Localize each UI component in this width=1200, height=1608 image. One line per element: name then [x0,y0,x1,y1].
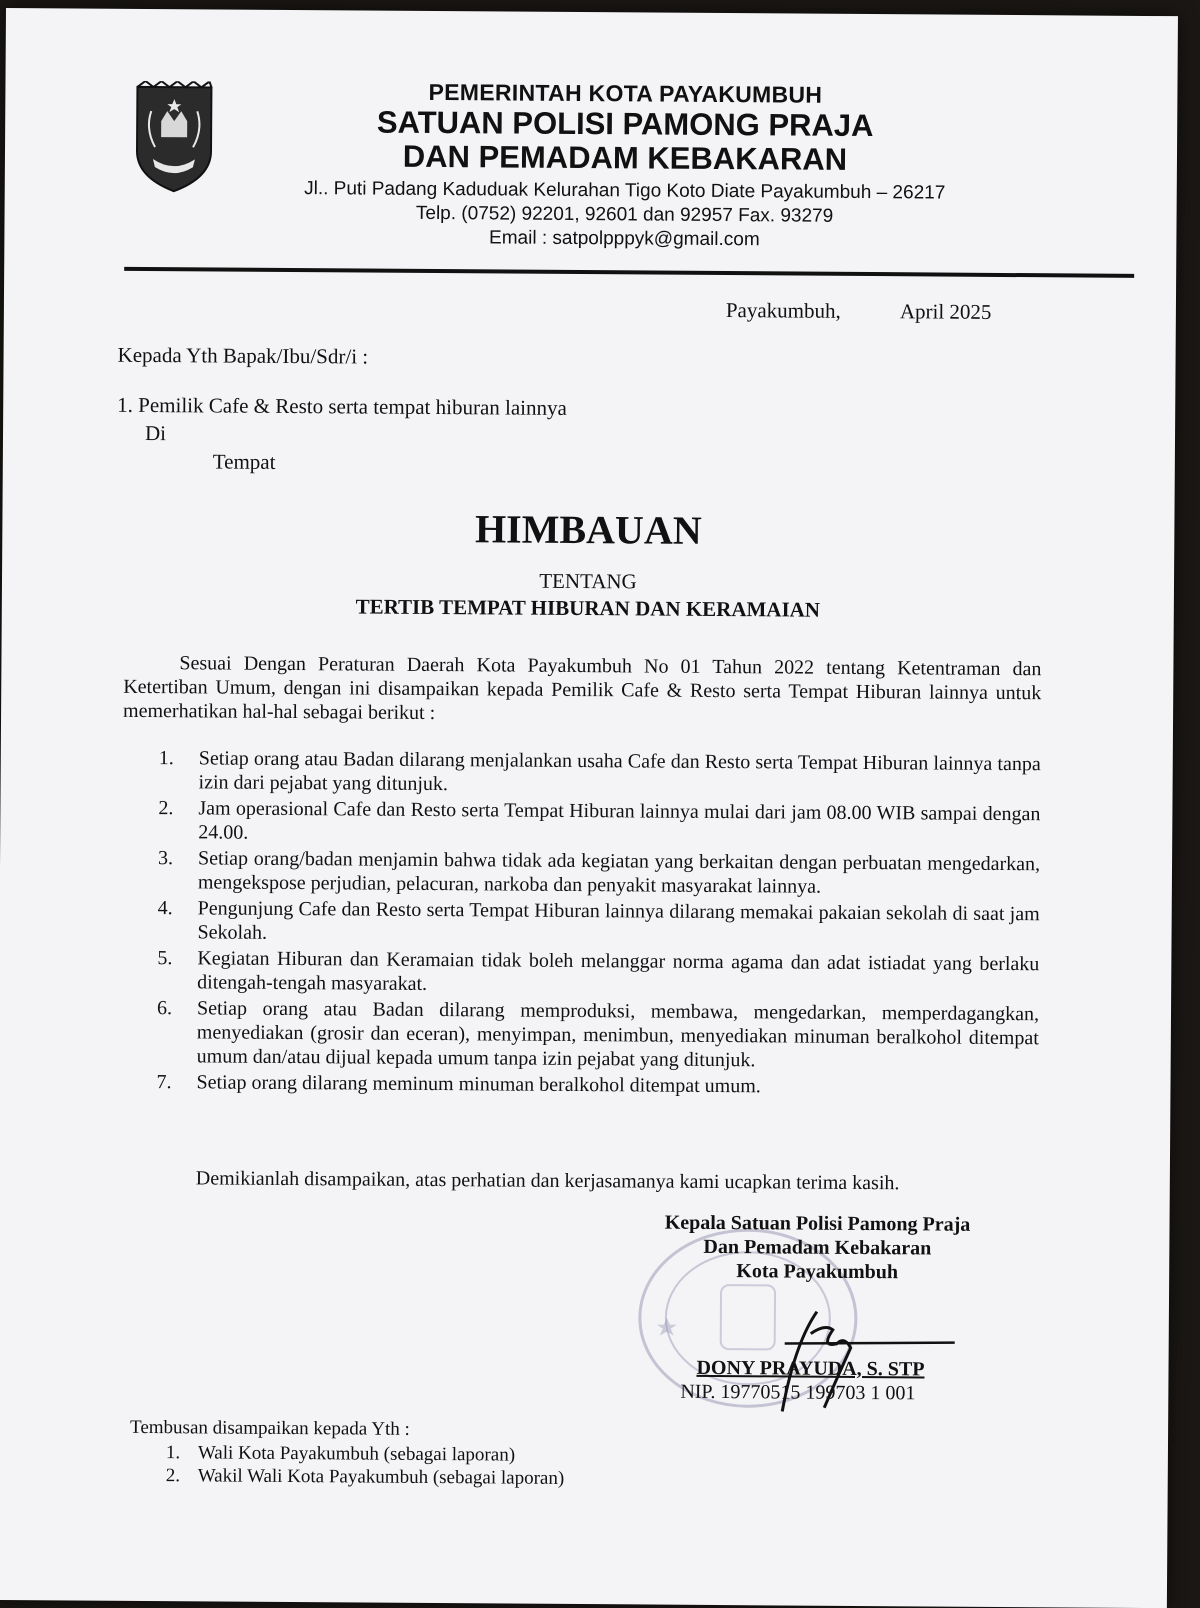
document-title: HIMBAUAN [474,506,702,553]
list-number: 1. [165,1442,181,1464]
list-number: 5. [157,947,173,970]
list-number: 6. [156,997,173,1020]
document-tentang: TENTANG [539,568,637,594]
list-number: 7. [156,1071,172,1094]
list-text: Wali Kota Payakumbuh (sebagai laporan) [197,1442,516,1466]
document-subject: TERTIB TEMPAT HIBURAN DAN KERAMAIAN [355,594,821,622]
recipient-item: 1. Pemilik Cafe & Resto serta tempat hiburan lainnya [117,392,567,420]
signatory-name: DONY PRAYUDA, S. STP [696,1356,925,1381]
list-item [157,896,1039,950]
recipient-tempat: Tempat [212,449,276,474]
list-item [157,946,1039,1000]
agency-phone: Telp. (0752) 92201, 92601 dan 92957 Fax. 93279 [415,202,834,227]
list-number: 1. [158,747,174,770]
letter-city: Payakumbuh, [725,298,841,323]
cc-heading: Tembusan disampaikan kepada Yth : [130,1416,410,1440]
signatory-title-line3: Kota Payakumbuh [736,1260,899,1284]
agency-name: SATUAN POLISI PAMONG PRAJA [376,104,874,144]
list-item [157,996,1039,1074]
letterhead [234,78,1015,254]
list-text: Wakil Wali Kota Payakumbuh (sebagai laporan) [197,1465,565,1489]
list-text: Pengunjung Cafe dan Resto serta Tempat Hiburan lainnya dilarang memakai pakaian sekolah di saat jam Sekolah. [197,897,1040,944]
letterhead-divider [124,267,1134,278]
list-text: Jam operasional Cafe dan Resto serta Tempat Hiburan lainnya mulai dari jam 08.00 WIB sampai dengan 24.00. [198,797,1041,844]
city-crest-icon [133,81,216,194]
list-item [159,746,1041,800]
list-item [166,1441,565,1467]
list-number: 4. [157,897,173,920]
list-text: Setiap orang atau Badan dilarang memproduksi, membawa, mengedarkan, memperdagangkan, menyediakan (grosir dan eceran), menyimpan, menimbun, menyediakan minuman beralkohol ditempat umum dan/atau dijual kepada umum tanpa izin pejabat yang ditunjuk. [196,997,1040,1072]
recipient-salutation: Kepada Yth Bapak/Ibu/Sdr/i : [117,342,369,369]
signatory-title: Kepala Satuan Polisi Pamong Praja [664,1211,971,1236]
recipient-di: Di [144,420,167,446]
signatory-block [617,1210,1017,1285]
list-number: 2. [158,797,174,820]
cc-list [166,1441,565,1490]
agency-email: Email : satpolpppyk@gmail.com [489,227,760,251]
list-text: Kegiatan Hiburan dan Keramaian tidak boleh melanggar norma agama dan adat istiadat yang berlaku ditengah-tengah masyarakat. [197,947,1040,995]
list-text: Setiap orang/badan menjamin bahwa tidak ada kegiatan yang berkaitan dengan perbuatan mengedarkan, mengekspose perjudian, pelacuran, narkoba dan penyakit masyarakat lainnya. [197,847,1041,898]
list-number: 2. [165,1465,181,1487]
letter-page [0,8,1178,1608]
list-item [158,846,1040,900]
list-text: Setiap orang atau Badan dilarang menjalankan usaha Cafe dan Resto serta Tempat Hiburan lainnya tanpa izin dari pejabat yang ditunjuk. [198,747,1041,796]
list-item [166,1464,565,1490]
agency-address: Jl.. Puti Padang Kaduduak Kelurahan Tigo Koto Diate Payakumbuh – 26217 [304,178,946,204]
list-item [156,1070,1038,1100]
list-item [158,796,1040,850]
list-text: Setiap orang dilarang meminum minuman beralkohol ditempat umum. [196,1071,761,1098]
agency-name-line2: DAN PEMADAM KEBAKARAN [402,138,848,177]
handwritten-signature-icon [724,1303,965,1415]
list-number: 3. [157,847,174,870]
signatory-title-line2: Dan Pemadam Kebakaran [703,1235,932,1260]
closing-sentence: Demikianlah disampaikan, atas perhatian dan kerjasamanya kami ucapkan terima kasih. [195,1167,900,1195]
letter-date: April 2025 [899,299,992,324]
rules-list [156,746,1040,1102]
signatory-nip: NIP. 19770515 199703 1 001 [680,1380,916,1405]
intro-paragraph: Sesuai Dengan Peraturan Daerah Kota Payakumbuh No 01 Tahun 2022 tentang Ketentraman dan Ketertiban Umum, dengan ini disampaikan kepada Pemilik Cafe & Resto serta Tempat Hiburan lainnya untuk memerhatikan hal-hal sebagai berikut : [123,652,1042,725]
government-name: PEMERINTAH KOTA PAYAKUMBUH [428,78,823,108]
